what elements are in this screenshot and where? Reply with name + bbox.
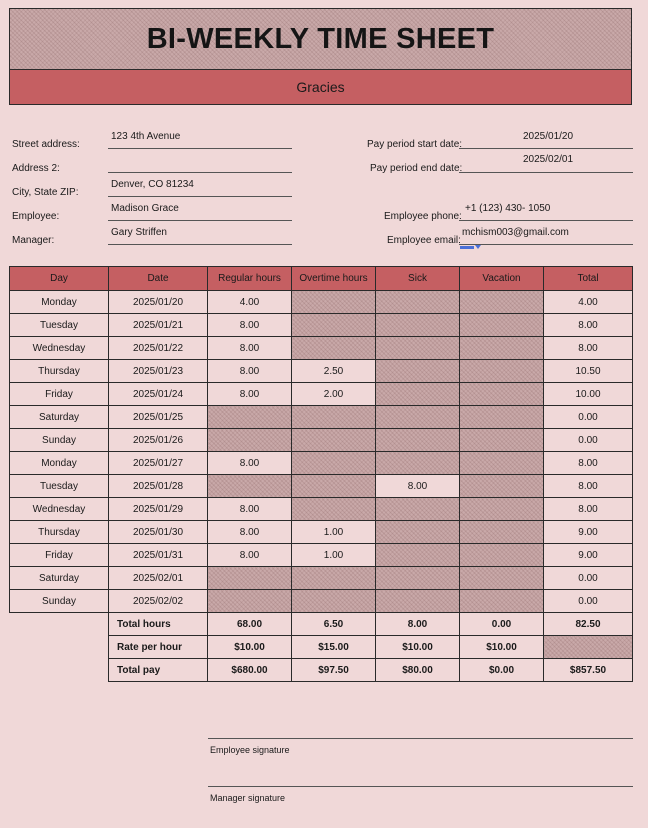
summary-sick-cell: $80.00 — [376, 659, 460, 682]
header-total: Total — [544, 267, 633, 291]
day-cell: Monday — [10, 291, 109, 314]
total-hours-row — [10, 613, 633, 636]
table-row — [10, 429, 633, 452]
summary-spacer — [10, 636, 109, 659]
total-cell: 0.00 — [544, 429, 633, 452]
employee-phone-value[interactable]: +1 (123) 430- 1050 — [465, 203, 551, 214]
regular-hours-cell[interactable]: 8.00 — [208, 498, 292, 521]
table-row — [10, 544, 633, 567]
pay-period-end-underline — [459, 172, 633, 173]
sick-hours-cell[interactable] — [376, 406, 460, 429]
vacation-hours-cell[interactable] — [460, 406, 544, 429]
sick-hours-cell[interactable] — [376, 291, 460, 314]
total-pay-row — [10, 659, 633, 682]
date-cell: 2025/01/23 — [109, 360, 208, 383]
summary-total-cell: $857.50 — [544, 659, 633, 682]
vacation-hours-cell[interactable] — [460, 360, 544, 383]
total-cell: 8.00 — [544, 452, 633, 475]
vacation-hours-cell[interactable] — [460, 291, 544, 314]
table-row — [10, 498, 633, 521]
regular-hours-cell[interactable]: 8.00 — [208, 544, 292, 567]
overtime-hours-cell[interactable] — [292, 291, 376, 314]
day-cell: Saturday — [10, 406, 109, 429]
overtime-hours-cell[interactable]: 2.00 — [292, 383, 376, 406]
summary-label: Total hours — [109, 613, 208, 636]
summary-vacation-cell[interactable]: $10.00 — [460, 636, 544, 659]
overtime-hours-cell[interactable] — [292, 452, 376, 475]
company-name: Gracies — [296, 79, 345, 95]
date-cell: 2025/01/30 — [109, 521, 208, 544]
summary-total-cell: 82.50 — [544, 613, 633, 636]
sick-hours-cell[interactable] — [376, 452, 460, 475]
summary-vacation-cell: 0.00 — [460, 613, 544, 636]
total-cell: 9.00 — [544, 521, 633, 544]
total-cell: 8.00 — [544, 314, 633, 337]
date-cell: 2025/01/22 — [109, 337, 208, 360]
city-state-zip-underline — [108, 196, 292, 197]
day-cell: Tuesday — [10, 314, 109, 337]
summary-overtime-cell: 6.50 — [292, 613, 376, 636]
regular-hours-cell[interactable]: 8.00 — [208, 383, 292, 406]
vacation-hours-cell[interactable] — [460, 521, 544, 544]
vacation-hours-cell[interactable] — [460, 567, 544, 590]
header-vacation: Vacation — [460, 267, 544, 291]
pay-period-start-underline — [459, 148, 633, 149]
employee-signature-label: Employee signature — [210, 745, 290, 755]
table-row — [10, 452, 633, 475]
pay-period-start-label: Pay period start date: — [367, 139, 463, 150]
summary-regular-cell[interactable]: $10.00 — [208, 636, 292, 659]
employee-label: Employee: — [12, 211, 60, 222]
employee-phone-underline — [459, 220, 633, 221]
company-name-bar[interactable] — [9, 70, 632, 105]
table-row — [10, 567, 633, 590]
table-row — [10, 475, 633, 498]
employee-value[interactable]: Madison Grace — [111, 203, 179, 214]
page-title: BI-WEEKLY TIME SHEET — [146, 22, 495, 55]
total-cell: 8.00 — [544, 498, 633, 521]
regular-hours-cell[interactable]: 8.00 — [208, 337, 292, 360]
total-cell: 8.00 — [544, 337, 633, 360]
day-cell: Thursday — [10, 360, 109, 383]
day-cell: Friday — [10, 544, 109, 567]
day-cell: Sunday — [10, 590, 109, 613]
table-row — [10, 291, 633, 314]
summary-spacer — [10, 613, 109, 636]
total-cell: 9.00 — [544, 544, 633, 567]
sick-hours-cell[interactable] — [376, 360, 460, 383]
vacation-hours-cell[interactable] — [460, 475, 544, 498]
employee-signature-line[interactable] — [208, 738, 633, 739]
overtime-hours-cell[interactable]: 1.00 — [292, 544, 376, 567]
sick-hours-cell[interactable] — [376, 567, 460, 590]
regular-hours-cell[interactable] — [208, 429, 292, 452]
title-banner — [9, 8, 632, 70]
day-cell: Monday — [10, 452, 109, 475]
overtime-hours-cell[interactable] — [292, 406, 376, 429]
total-cell: 0.00 — [544, 406, 633, 429]
summary-regular-cell: $680.00 — [208, 659, 292, 682]
vacation-hours-cell[interactable] — [460, 590, 544, 613]
address2-label: Address 2: — [12, 163, 60, 174]
header-regular-hours: Regular hours — [208, 267, 292, 291]
header-date: Date — [109, 267, 208, 291]
city-state-zip-label: City, State ZIP: — [12, 187, 79, 198]
street-address-underline — [108, 148, 292, 149]
sick-hours-cell[interactable] — [376, 498, 460, 521]
sick-hours-cell[interactable] — [376, 590, 460, 613]
date-cell: 2025/01/24 — [109, 383, 208, 406]
summary-overtime-cell: $97.50 — [292, 659, 376, 682]
regular-hours-cell[interactable] — [208, 475, 292, 498]
table-row — [10, 360, 633, 383]
regular-hours-cell[interactable]: 8.00 — [208, 452, 292, 475]
city-state-zip-value[interactable]: Denver, CO 81234 — [111, 179, 194, 190]
regular-hours-cell[interactable]: 8.00 — [208, 360, 292, 383]
summary-spacer — [10, 659, 109, 682]
day-cell: Friday — [10, 383, 109, 406]
sick-hours-cell[interactable] — [376, 314, 460, 337]
header-day: Day — [10, 267, 109, 291]
overtime-hours-cell[interactable] — [292, 429, 376, 452]
day-cell: Thursday — [10, 521, 109, 544]
regular-hours-cell[interactable] — [208, 567, 292, 590]
total-cell: 10.50 — [544, 360, 633, 383]
overtime-hours-cell[interactable]: 1.00 — [292, 521, 376, 544]
manager-signature-line[interactable] — [208, 786, 633, 787]
regular-hours-cell[interactable]: 4.00 — [208, 291, 292, 314]
pay-period-end-value[interactable]: 2025/02/01 — [523, 154, 574, 165]
overtime-hours-cell[interactable] — [292, 498, 376, 521]
day-cell: Sunday — [10, 429, 109, 452]
table-row — [10, 590, 633, 613]
overtime-hours-cell[interactable]: 2.50 — [292, 360, 376, 383]
vacation-hours-cell[interactable] — [460, 429, 544, 452]
street-address-value[interactable]: 123 4th Avenue — [111, 131, 181, 142]
total-cell: 4.00 — [544, 291, 633, 314]
table-header-row — [10, 267, 633, 291]
employee-phone-label: Employee phone: — [384, 211, 462, 222]
overtime-hours-cell[interactable] — [292, 337, 376, 360]
table-row — [10, 383, 633, 406]
manager-label: Manager: — [12, 235, 55, 246]
summary-label: Total pay — [109, 659, 208, 682]
table-row — [10, 337, 633, 360]
pay-period-start-value[interactable]: 2025/01/20 — [523, 131, 574, 142]
summary-regular-cell: 68.00 — [208, 613, 292, 636]
date-cell: 2025/01/26 — [109, 429, 208, 452]
time-sheet-table — [9, 266, 633, 682]
total-cell: 10.00 — [544, 383, 633, 406]
vacation-hours-cell[interactable] — [460, 498, 544, 521]
total-cell: 0.00 — [544, 567, 633, 590]
date-cell: 2025/01/27 — [109, 452, 208, 475]
total-cell: 8.00 — [544, 475, 633, 498]
date-cell: 2025/01/21 — [109, 314, 208, 337]
total-cell: 0.00 — [544, 590, 633, 613]
day-cell: Wednesday — [10, 337, 109, 360]
date-cell: 2025/02/01 — [109, 567, 208, 590]
employee-underline — [108, 220, 292, 221]
date-cell: 2025/01/25 — [109, 406, 208, 429]
vacation-hours-cell[interactable] — [460, 337, 544, 360]
summary-sick-cell[interactable]: $10.00 — [376, 636, 460, 659]
sick-hours-cell[interactable] — [376, 429, 460, 452]
regular-hours-cell[interactable] — [208, 406, 292, 429]
overtime-hours-cell[interactable] — [292, 567, 376, 590]
table-row — [10, 521, 633, 544]
dropdown-indicator-icon[interactable] — [460, 246, 474, 249]
vacation-hours-cell[interactable] — [460, 544, 544, 567]
date-cell: 2025/01/31 — [109, 544, 208, 567]
header-sick: Sick — [376, 267, 460, 291]
employee-email-value[interactable]: mchism003@gmail.com — [462, 227, 569, 238]
sick-hours-cell[interactable]: 8.00 — [376, 475, 460, 498]
date-cell: 2025/01/28 — [109, 475, 208, 498]
summary-sick-cell: 8.00 — [376, 613, 460, 636]
regular-hours-cell[interactable]: 8.00 — [208, 521, 292, 544]
street-address-label: Street address: — [12, 139, 80, 150]
header-overtime-hours: Overtime hours — [292, 267, 376, 291]
regular-hours-cell[interactable] — [208, 590, 292, 613]
summary-total-cell — [544, 636, 633, 659]
overtime-hours-cell[interactable] — [292, 590, 376, 613]
summary-vacation-cell: $0.00 — [460, 659, 544, 682]
employee-email-underline — [459, 244, 633, 245]
date-cell: 2025/01/20 — [109, 291, 208, 314]
regular-hours-cell[interactable]: 8.00 — [208, 314, 292, 337]
summary-overtime-cell[interactable]: $15.00 — [292, 636, 376, 659]
date-cell: 2025/01/29 — [109, 498, 208, 521]
vacation-hours-cell[interactable] — [460, 314, 544, 337]
sick-hours-cell[interactable] — [376, 337, 460, 360]
day-cell: Wednesday — [10, 498, 109, 521]
overtime-hours-cell[interactable] — [292, 475, 376, 498]
day-cell: Saturday — [10, 567, 109, 590]
manager-signature-label: Manager signature — [210, 793, 286, 803]
summary-label: Rate per hour — [109, 636, 208, 659]
sick-hours-cell[interactable] — [376, 521, 460, 544]
date-cell: 2025/02/02 — [109, 590, 208, 613]
manager-underline — [108, 244, 292, 245]
overtime-hours-cell[interactable] — [292, 314, 376, 337]
vacation-hours-cell[interactable] — [460, 383, 544, 406]
address2-underline — [108, 172, 292, 173]
rate-per-hour-row — [10, 636, 633, 659]
employee-email-label: Employee email: — [387, 235, 461, 246]
sick-hours-cell[interactable] — [376, 544, 460, 567]
table-row — [10, 314, 633, 337]
manager-value[interactable]: Gary Striffen — [111, 227, 167, 238]
table-row — [10, 406, 633, 429]
sick-hours-cell[interactable] — [376, 383, 460, 406]
vacation-hours-cell[interactable] — [460, 452, 544, 475]
pay-period-end-label: Pay period end date: — [370, 163, 463, 174]
day-cell: Tuesday — [10, 475, 109, 498]
